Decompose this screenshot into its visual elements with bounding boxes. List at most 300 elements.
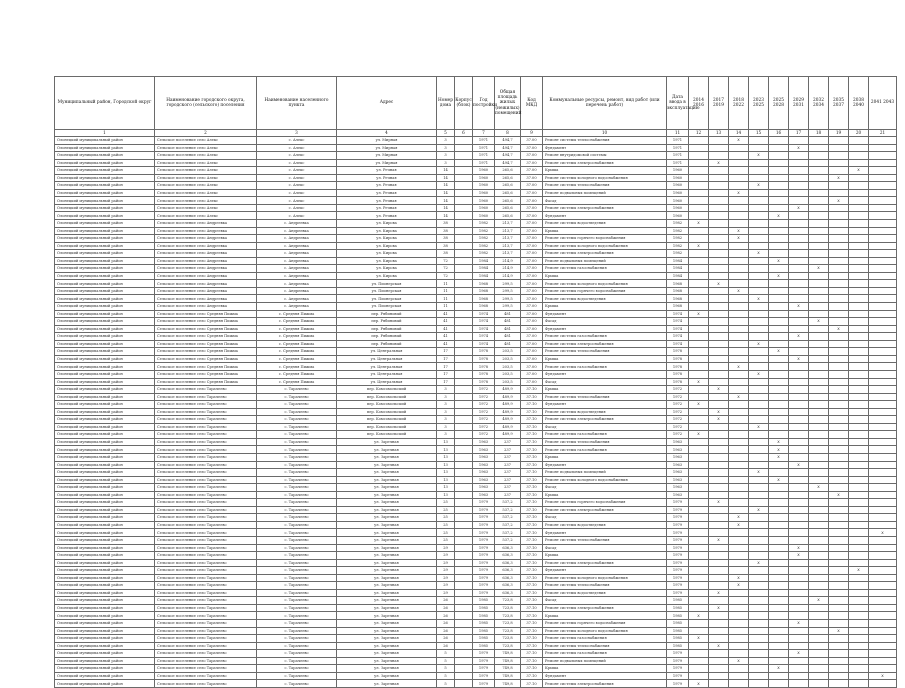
period-cell — [809, 665, 829, 673]
period-cell — [849, 552, 869, 560]
period-cell: X — [789, 544, 809, 552]
year-built-cell: 1984 — [473, 272, 495, 280]
district-cell: Олонецкий муниципальный район — [55, 506, 155, 514]
period-cell — [769, 484, 789, 492]
period-cell: X — [749, 370, 769, 378]
period-cell — [789, 582, 809, 590]
period-cell: X — [729, 137, 749, 145]
district-cell: Олонецкий муниципальный район — [55, 333, 155, 341]
commissioning-date-cell: 1972 — [667, 401, 689, 409]
building-cell — [455, 189, 473, 197]
settlement-cell: Сельское поселение село Средняя Пижма — [155, 325, 257, 333]
building-cell — [455, 423, 473, 431]
district-cell: Олонецкий муниципальный район — [55, 529, 155, 537]
house-number-cell: 29 — [437, 544, 455, 552]
area-cell: 265,6 — [495, 167, 521, 175]
locality-cell: с. Андреевка — [257, 303, 337, 311]
period-cell: X — [749, 506, 769, 514]
period-cell — [809, 408, 829, 416]
period-cell — [689, 340, 709, 348]
work-type-cell: Крыша — [543, 612, 667, 620]
locality-cell: с. Алекс — [257, 197, 337, 205]
commissioning-date-cell: 1974 — [667, 318, 689, 326]
period-cell — [729, 250, 749, 258]
period-cell — [809, 189, 829, 197]
settlement-cell: Сельское поселение село Тарачеево — [155, 521, 257, 529]
period-cell — [849, 272, 869, 280]
period-cell — [689, 627, 709, 635]
mkd-code-cell: 37.10 — [521, 544, 543, 552]
period-cell — [829, 348, 849, 356]
year-built-cell: 1979 — [473, 499, 495, 507]
table-row — [55, 227, 897, 235]
period-cell — [869, 665, 897, 673]
period-cell — [869, 567, 897, 575]
mkd-code-cell: 37.00 — [521, 355, 543, 363]
work-type-cell: Ремонт системы газоснабжения — [543, 635, 667, 643]
house-number-cell: 29 — [437, 574, 455, 582]
work-type-cell: Крыша — [543, 272, 667, 280]
period-cell — [849, 144, 869, 152]
address-cell: ул. Заречная — [337, 642, 437, 650]
mkd-code-cell: 37.10 — [521, 416, 543, 424]
period-cell — [769, 159, 789, 167]
period-cell — [709, 552, 729, 560]
period-cell — [809, 325, 829, 333]
building-cell — [455, 665, 473, 673]
table-row — [55, 438, 897, 446]
period-cell — [729, 529, 749, 537]
year-built-cell: 1982 — [473, 227, 495, 235]
year-built-cell: 1963 — [473, 484, 495, 492]
period-cell — [849, 204, 869, 212]
period-cell — [789, 559, 809, 567]
period-cell: X — [709, 408, 729, 416]
locality-cell: с. Тарачеево — [257, 491, 337, 499]
period-cell — [709, 461, 729, 469]
period-cell — [829, 227, 849, 235]
period-cell — [869, 635, 897, 643]
period-cell — [789, 265, 809, 273]
period-cell — [709, 514, 729, 522]
period-cell — [829, 665, 849, 673]
period-cell — [789, 250, 809, 258]
period-cell — [729, 333, 749, 341]
year-built-cell: 1963 — [473, 438, 495, 446]
district-cell: Олонецкий муниципальный район — [55, 574, 155, 582]
period-cell: X — [729, 393, 749, 401]
commissioning-date-cell: 1968 — [667, 280, 689, 288]
period-cell: X — [729, 363, 749, 371]
commissioning-date-cell: 1985 — [667, 642, 689, 650]
period-cell — [709, 567, 729, 575]
settlement-cell: Сельское поселение село Тарачеево — [155, 604, 257, 612]
settlement-cell: Сельское поселение село Тарачеево — [155, 620, 257, 628]
address-cell: ул. Заречная — [337, 552, 437, 560]
district-cell: Олонецкий муниципальный район — [55, 152, 155, 160]
period-cell — [829, 476, 849, 484]
area-cell: 636,3 — [495, 544, 521, 552]
period-cell — [869, 280, 897, 288]
work-type-cell: Крыша — [543, 491, 667, 499]
period-cell — [829, 453, 849, 461]
period-cell: X — [689, 680, 709, 688]
period-cell — [689, 287, 709, 295]
area-cell: 213,7 — [495, 242, 521, 250]
period-cell — [729, 604, 749, 612]
address-cell: ул. Кирова — [337, 257, 437, 265]
locality-cell: с. Средняя Пижма — [257, 363, 337, 371]
mkd-code-cell: 37.10 — [521, 438, 543, 446]
year-built-cell: 1984 — [473, 265, 495, 273]
commissioning-date-cell: 1972 — [667, 393, 689, 401]
district-cell: Олонецкий муниципальный район — [55, 544, 155, 552]
period-cell — [829, 386, 849, 394]
period-cell — [869, 680, 897, 688]
building-cell — [455, 227, 473, 235]
period-cell — [849, 295, 869, 303]
period-cell — [729, 303, 749, 311]
period-cell — [689, 265, 709, 273]
address-cell: пер. Рябиновый — [337, 310, 437, 318]
settlement-cell: Сельское поселение село Тарачеево — [155, 680, 257, 688]
year-built-cell: 1982 — [473, 235, 495, 243]
period-cell — [729, 446, 749, 454]
period-cell: X — [769, 272, 789, 280]
building-cell — [455, 257, 473, 265]
period-cell — [869, 174, 897, 182]
period-cell — [729, 484, 749, 492]
period-cell — [809, 589, 829, 597]
mkd-code-cell: 37.10 — [521, 491, 543, 499]
locality-cell: с. Андреевка — [257, 227, 337, 235]
period-cell — [729, 665, 749, 673]
work-type-cell: Фундамент — [543, 144, 667, 152]
mkd-code-cell: 37.10 — [521, 574, 543, 582]
period-cell — [709, 242, 729, 250]
period-cell — [709, 257, 729, 265]
locality-cell: с. Тарачеево — [257, 665, 337, 673]
work-type-cell: Фундамент — [543, 212, 667, 220]
period-cell — [749, 484, 769, 492]
address-cell: ул. Заречная — [337, 491, 437, 499]
period-cell — [709, 310, 729, 318]
period-cell — [809, 431, 829, 439]
period-cell — [869, 295, 897, 303]
settlement-cell: Сельское поселение село Алекс — [155, 174, 257, 182]
period-cell — [829, 635, 849, 643]
building-cell — [455, 287, 473, 295]
table-row — [55, 514, 897, 522]
address-cell: ул. Заречная — [337, 604, 437, 612]
column-number: 7 — [473, 130, 495, 137]
house-number-cell: 25 — [437, 514, 455, 522]
period-cell — [829, 265, 849, 273]
period-cell — [869, 340, 897, 348]
settlement-cell: Сельское поселение село Тарачеево — [155, 544, 257, 552]
house-number-cell: 41 — [437, 310, 455, 318]
period-cell — [769, 423, 789, 431]
building-cell — [455, 469, 473, 477]
period-cell — [709, 325, 729, 333]
period-cell — [789, 491, 809, 499]
column-number: 18 — [809, 130, 829, 137]
mkd-code-cell: 37.10 — [521, 431, 543, 439]
period-cell — [769, 491, 789, 499]
period-cell — [809, 461, 829, 469]
district-cell: Олонецкий муниципальный район — [55, 499, 155, 507]
locality-cell: с. Алекс — [257, 204, 337, 212]
house-number-cell: 72 — [437, 265, 455, 273]
locality-cell: с. Тарачеево — [257, 620, 337, 628]
period-cell — [689, 272, 709, 280]
period-cell — [749, 204, 769, 212]
area-cell: 723,8 — [495, 612, 521, 620]
period-cell: X — [829, 197, 849, 205]
building-cell — [455, 552, 473, 560]
area-cell: 636,3 — [495, 552, 521, 560]
period-cell — [789, 446, 809, 454]
period-cell — [729, 672, 749, 680]
building-cell — [455, 597, 473, 605]
period-cell — [829, 303, 849, 311]
period-cell — [869, 431, 897, 439]
area-cell: 723,8 — [495, 642, 521, 650]
period-cell — [729, 650, 749, 658]
locality-cell: с. Тарачеево — [257, 393, 337, 401]
commissioning-date-cell: 1971 — [667, 137, 689, 145]
work-type-cell: Ремонт системы теплоснабжения — [543, 536, 667, 544]
period-cell: X — [789, 355, 809, 363]
period-cell — [769, 642, 789, 650]
work-type-cell: Фасад — [543, 318, 667, 326]
house-number-cell: 29 — [437, 552, 455, 560]
period-cell — [849, 446, 869, 454]
commissioning-date-cell: 1978 — [667, 378, 689, 386]
house-number-cell: 13 — [437, 446, 455, 454]
address-cell: ул. Заречная — [337, 453, 437, 461]
area-cell: 214,9 — [495, 257, 521, 265]
period-cell — [869, 303, 897, 311]
period-cell — [709, 167, 729, 175]
work-type-cell: Крыша — [543, 386, 667, 394]
period-cell — [809, 340, 829, 348]
period-cell — [789, 514, 809, 522]
area-cell: 481 — [495, 318, 521, 326]
house-number-cell: 13 — [437, 476, 455, 484]
period-cell — [849, 627, 869, 635]
address-cell: пер. Комсомольский — [337, 423, 437, 431]
locality-cell: с. Андреевка — [257, 280, 337, 288]
period-cell — [829, 137, 849, 145]
building-cell — [455, 672, 473, 680]
period-cell: X — [709, 159, 729, 167]
period-cell — [809, 212, 829, 220]
year-built-cell: 1963 — [473, 461, 495, 469]
district-cell: Олонецкий муниципальный район — [55, 310, 155, 318]
header-locality: Наименование населенного пункта — [257, 77, 337, 130]
period-cell — [689, 250, 709, 258]
mkd-code-cell: 37.10 — [521, 423, 543, 431]
year-built-cell: 1971 — [473, 144, 495, 152]
period-cell — [789, 386, 809, 394]
period-cell — [869, 401, 897, 409]
period-cell — [809, 453, 829, 461]
column-number: 11 — [667, 130, 689, 137]
commissioning-date-cell: 1979 — [667, 506, 689, 514]
building-cell — [455, 680, 473, 688]
period-cell — [709, 665, 729, 673]
table-body — [55, 130, 897, 688]
mkd-code-cell: 37.10 — [521, 393, 543, 401]
table-row — [55, 189, 897, 197]
settlement-cell: Сельское поселение село Средняя Пижма — [155, 318, 257, 326]
header-period-3: 2018 2022 — [729, 77, 749, 130]
work-type-cell: Фасад — [543, 197, 667, 205]
work-type-cell: Ремонт системы холодного водоснабжения — [543, 574, 667, 582]
table-row — [55, 265, 897, 273]
work-type-cell: Ремонт подвальных помещений — [543, 257, 667, 265]
address-cell: ул. Кирова — [337, 250, 437, 258]
period-cell — [689, 446, 709, 454]
period-cell — [729, 257, 749, 265]
district-cell: Олонецкий муниципальный район — [55, 635, 155, 643]
period-cell — [869, 363, 897, 371]
building-cell — [455, 386, 473, 394]
period-cell — [769, 612, 789, 620]
building-cell — [455, 363, 473, 371]
area-cell: 636,3 — [495, 567, 521, 575]
table-row — [55, 167, 897, 175]
period-cell — [809, 446, 829, 454]
mkd-code-cell: 37.00 — [521, 295, 543, 303]
house-number-cell: 26 — [437, 635, 455, 643]
commissioning-date-cell: 1985 — [667, 604, 689, 612]
period-cell — [869, 461, 897, 469]
period-cell — [749, 620, 769, 628]
settlement-cell: Сельское поселение село Алекс — [155, 189, 257, 197]
work-type-cell: Ремонт системы газоснабжения — [543, 333, 667, 341]
period-cell — [869, 597, 897, 605]
period-cell: X — [689, 378, 709, 386]
work-type-cell: Фундамент — [543, 461, 667, 469]
area-cell: 213,7 — [495, 220, 521, 228]
period-cell — [809, 272, 829, 280]
period-cell — [789, 627, 809, 635]
period-cell — [789, 174, 809, 182]
settlement-cell: Сельское поселение село Тарачеево — [155, 650, 257, 658]
period-cell — [829, 363, 849, 371]
house-number-cell: 11 — [437, 280, 455, 288]
locality-cell: с. Тарачеево — [257, 521, 337, 529]
period-cell — [829, 499, 849, 507]
table-row — [55, 340, 897, 348]
period-cell — [729, 438, 749, 446]
district-cell: Олонецкий муниципальный район — [55, 514, 155, 522]
address-cell: ул. Пионерская — [337, 280, 437, 288]
settlement-cell: Сельское поселение село Тарачеево — [155, 597, 257, 605]
address-cell: ул. Кирова — [337, 235, 437, 243]
work-type-cell: Ремонт системы электроснабжения — [543, 604, 667, 612]
period-cell — [709, 348, 729, 356]
period-cell: X — [769, 476, 789, 484]
period-cell: X — [769, 453, 789, 461]
period-cell — [829, 672, 849, 680]
period-cell — [769, 506, 789, 514]
year-built-cell: 1979 — [473, 506, 495, 514]
period-cell — [689, 453, 709, 461]
period-cell — [709, 137, 729, 145]
period-cell — [849, 137, 869, 145]
period-cell — [849, 220, 869, 228]
period-cell — [869, 310, 897, 318]
period-cell: X — [729, 235, 749, 243]
work-type-cell: Ремонт системы водоотведения — [543, 521, 667, 529]
period-cell — [689, 370, 709, 378]
year-built-cell: 1968 — [473, 287, 495, 295]
commissioning-date-cell: 1985 — [667, 597, 689, 605]
address-cell: ул. Речная — [337, 174, 437, 182]
table-row — [55, 333, 897, 341]
area-cell: 203,5 — [495, 363, 521, 371]
period-cell — [729, 544, 749, 552]
period-cell — [709, 680, 729, 688]
mkd-code-cell: 37.10 — [521, 461, 543, 469]
period-cell — [809, 657, 829, 665]
table-row — [55, 559, 897, 567]
building-cell — [455, 642, 473, 650]
period-cell — [769, 386, 789, 394]
work-type-cell: Ремонт внутридомовой системы — [543, 152, 667, 160]
address-cell: ул. Мирная — [337, 152, 437, 160]
area-cell: 636,3 — [495, 559, 521, 567]
table-row — [55, 469, 897, 477]
period-cell: X — [869, 672, 897, 680]
header-district: Муниципальный район, Городской округ — [55, 77, 155, 130]
year-built-cell: 1978 — [473, 378, 495, 386]
period-cell — [829, 582, 849, 590]
mkd-code-cell: 37.10 — [521, 476, 543, 484]
table-row — [55, 212, 897, 220]
period-cell — [769, 152, 789, 160]
house-number-cell: 5 — [437, 665, 455, 673]
period-cell — [809, 242, 829, 250]
column-number: 21 — [869, 130, 897, 137]
work-type-cell: Ремонт системы электроснабжения — [543, 559, 667, 567]
year-built-cell: 1972 — [473, 423, 495, 431]
work-type-cell: Ремонт системы газоснабжения — [543, 265, 667, 273]
period-cell — [829, 529, 849, 537]
column-number: 13 — [709, 130, 729, 137]
mkd-code-cell: 37.00 — [521, 287, 543, 295]
area-cell: 494,7 — [495, 152, 521, 160]
period-cell — [869, 642, 897, 650]
mkd-code-cell: 37.10 — [521, 567, 543, 575]
period-cell — [709, 287, 729, 295]
locality-cell: с. Тарачеево — [257, 672, 337, 680]
period-cell — [829, 272, 849, 280]
period-cell — [829, 680, 849, 688]
period-cell — [689, 604, 709, 612]
settlement-cell: Сельское поселение село Тарачеево — [155, 393, 257, 401]
period-cell — [869, 370, 897, 378]
district-cell: Олонецкий муниципальный район — [55, 657, 155, 665]
settlement-cell: Сельское поселение село Андреевка — [155, 250, 257, 258]
locality-cell: с. Андреевка — [257, 265, 337, 273]
period-cell — [749, 665, 769, 673]
period-cell — [729, 197, 749, 205]
period-cell — [789, 416, 809, 424]
